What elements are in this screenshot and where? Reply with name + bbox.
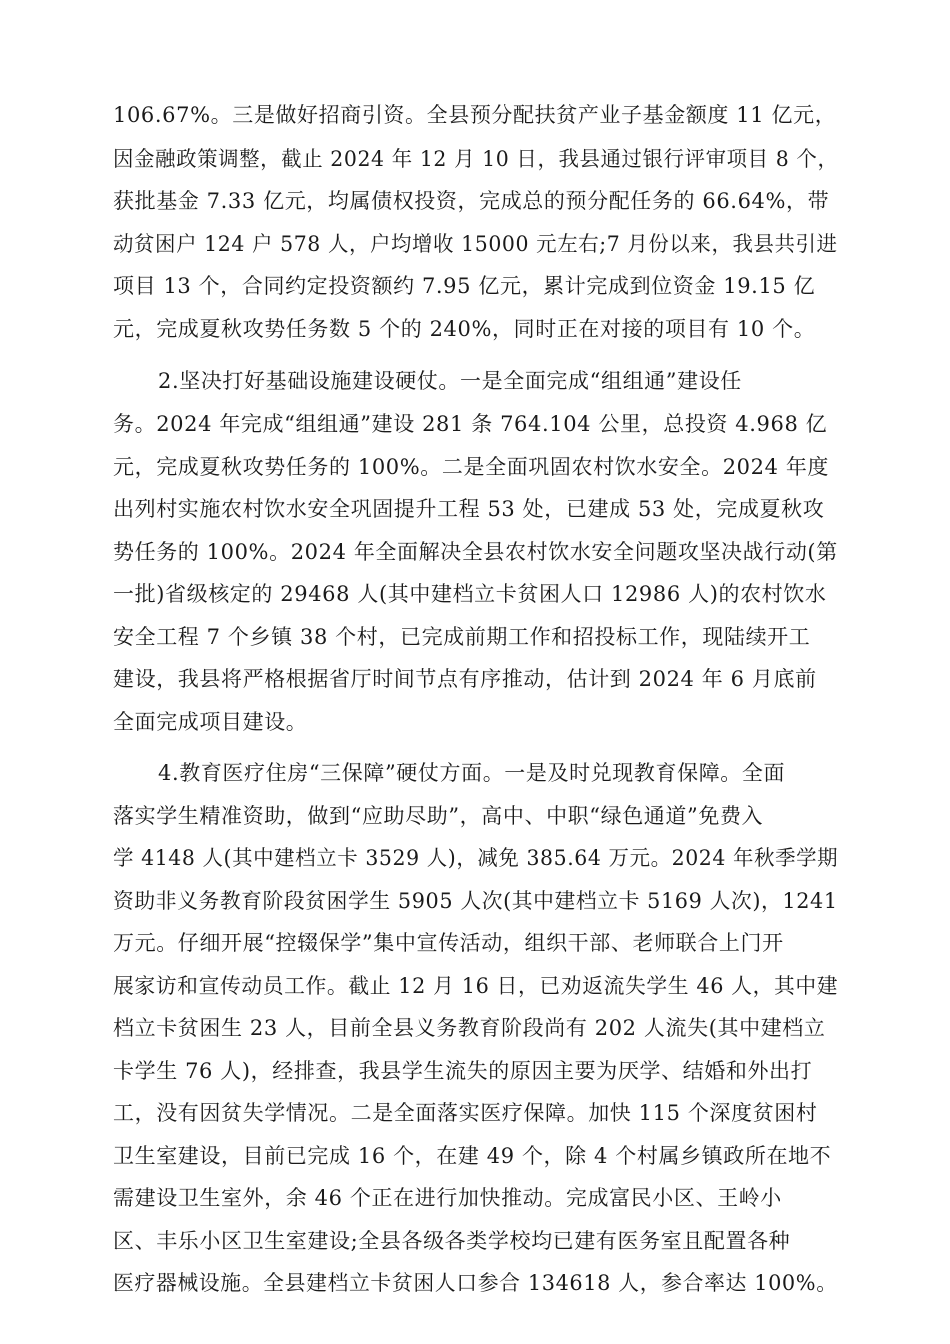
- paragraph-3-line-11: 需建设卫生室外，余 46 个正在进行加快推动。完成富民小区、王岭小: [113, 1186, 782, 1210]
- paragraph-2-line-7: 安全工程 7 个乡镇 38 个村，已完成前期工作和招投标工作，现陆续开工: [113, 625, 811, 649]
- paragraph-3-line-8: 卡学生 76 人)，经排查，我县学生流失的原因主要为厌学、结婚和外出打: [113, 1059, 813, 1083]
- paragraph-3-line-5: 万元。仔细开展“控辍保学”集中宣传活动，组织干部、老师联合上门开: [113, 931, 784, 955]
- paragraph-2-line-4: 出列村实施农村饮水安全巩固提升工程 53 处，已建成 53 处，完成夏秋攻: [113, 497, 825, 521]
- paragraph-3-line-9: 工，没有因贫失学情况。二是全面落实医疗保障。加快 115 个深度贫困村: [113, 1101, 818, 1125]
- paragraph-3-line-4: 资助非义务教育阶段贫困学生 5905 人次(其中建档立卡 5169 人次)，1241: [113, 889, 838, 913]
- paragraph-3-line-7: 档立卡贫困生 23 人，目前全县义务教育阶段尚有 202 人流失(其中建档立: [113, 1016, 826, 1040]
- paragraph-2-line-6: 一批)省级核定的 29468 人(其中建档立卡贫困人口 12986 人)的农村饮水: [113, 582, 827, 606]
- paragraph-1-line-3: 获批基金 7.33 亿元，均属债权投资，完成总的预分配任务的 66.64%，带: [113, 189, 830, 213]
- paragraph-3-line-13: 医疗器械设施。全县建档立卡贫困人口参合 134618 人，参合率达 100%。: [113, 1271, 838, 1295]
- paragraph-3-line-1: 4.教育医疗住房“三保障”硬仗方面。一是及时兑现教育保障。全面: [158, 761, 786, 785]
- paragraph-1-line-1: 106.67%。三是做好招商引资。全县预分配扶贫产业子基金额度 11 亿元，: [113, 103, 837, 127]
- paragraph-3-line-2: 落实学生精准资助，做到“应助尽助”，高中、中职“绿色通道”免费入: [113, 804, 764, 828]
- paragraph-2-line-5: 势任务的 100%。2024 年全面解决全县农村饮水安全问题攻坚决战行动(第: [113, 540, 838, 564]
- paragraph-3-line-6: 展家访和宣传动员工作。截止 12 月 16 日，已劝返流失学生 46 人，其中建: [113, 974, 839, 998]
- paragraph-2-line-9: 全面完成项目建设。: [113, 710, 308, 734]
- paragraph-3-line-3: 学 4148 人(其中建档立卡 3529 人)，减免 385.64 万元。2024 年秋季学期: [113, 846, 839, 870]
- paragraph-2-line-1: 2.坚决打好基础设施建设硬仗。一是全面完成“组组通”建设任: [158, 369, 742, 393]
- paragraph-3-line-10: 卫生室建设，目前已完成 16 个，在建 49 个，除 4 个村属乡镇政所在地不: [113, 1144, 832, 1168]
- paragraph-1-line-5: 项目 13 个，合同约定投资额约 7.95 亿元，累计完成到位资金 19.15 亿: [113, 274, 816, 298]
- paragraph-1-line-4: 动贫困户 124 户 578 人，户均增收 15000 元左右;7 月份以来，我县共引进: [113, 232, 838, 256]
- paragraph-2-line-2: 务。2024 年完成“组组通”建设 281 条 764.104 公里，总投资 4.968 亿: [113, 412, 828, 436]
- paragraph-1-line-2: 因金融政策调整，截止 2024 年 12 月 10 日，我县通过银行评审项目 8 个，: [113, 147, 839, 171]
- paragraph-2-line-8: 建设，我县将严格根据省厅时间节点有序推动，估计到 2024 年 6 月底前: [113, 667, 817, 691]
- paragraph-3-line-12: 区、丰乐小区卫生室建设;全县各级各类学校均已建有医务室且配置各种: [113, 1229, 791, 1253]
- paragraph-1-line-6: 元，完成夏秋攻势任务数 5 个的 240%，同时正在对接的项目有 10 个。: [113, 317, 816, 341]
- paragraph-2-line-3: 元，完成夏秋攻势任务的 100%。二是全面巩固农村饮水安全。2024 年度: [113, 455, 830, 479]
